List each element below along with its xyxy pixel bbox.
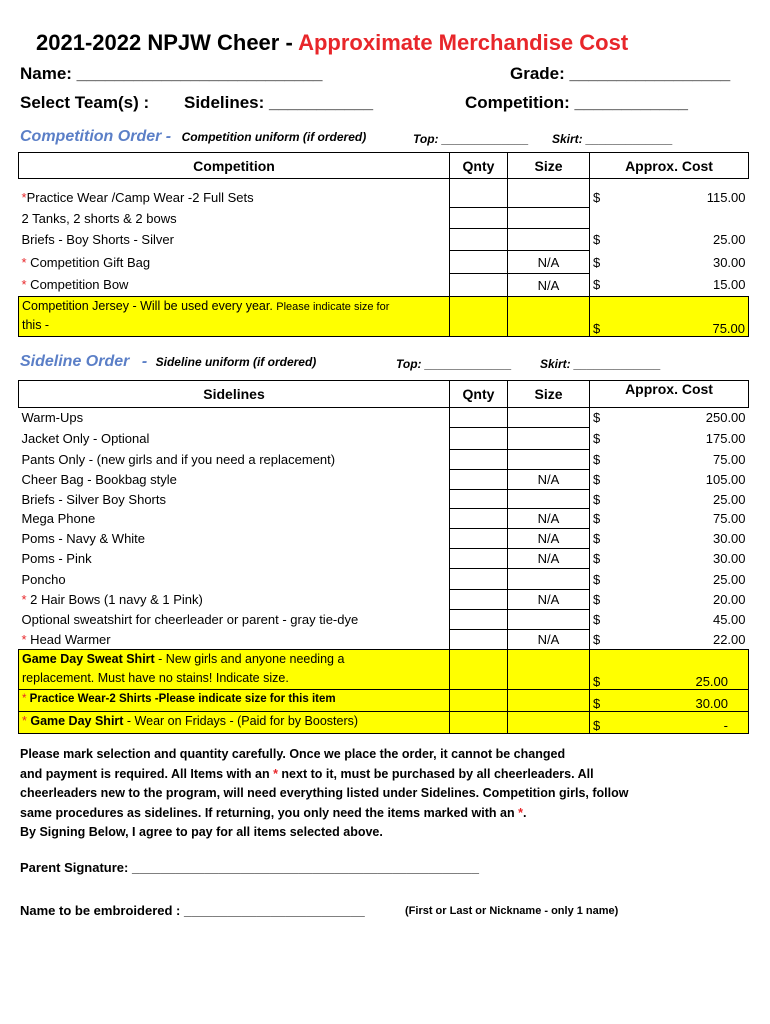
size-cell[interactable]: N/A bbox=[508, 529, 590, 549]
embroider-note: (First or Last or Nickname - only 1 name) bbox=[405, 905, 619, 917]
name-field[interactable]: Name: __________________________ bbox=[20, 64, 323, 83]
dollar-sign: $ bbox=[593, 277, 601, 293]
item-cell: Warm-Ups bbox=[19, 408, 450, 428]
cost-cell: 175.00 bbox=[705, 431, 746, 446]
competition-uniform-note: Competition uniform (if ordered) bbox=[181, 130, 367, 144]
cost-cell: 75.00 bbox=[617, 297, 749, 337]
dollar-sign: $ bbox=[593, 612, 601, 627]
dollar-sign: $ bbox=[593, 511, 601, 526]
size-cell[interactable] bbox=[508, 569, 590, 590]
cost-cell: 30.00 bbox=[712, 254, 746, 270]
col-size: Size bbox=[508, 153, 590, 179]
dollar-sign: $ bbox=[593, 571, 601, 587]
cost-cell: 30.00 bbox=[712, 531, 746, 546]
item-cell: Game Day Sweat Shirt - New girls and anyone needing a replacement. Must have no stains! Indicate size. bbox=[19, 650, 450, 690]
item-cell: Poncho bbox=[21, 571, 66, 587]
table-row bbox=[19, 208, 749, 229]
size-cell[interactable] bbox=[508, 428, 590, 450]
sidelines-field[interactable]: Sidelines: ___________ bbox=[184, 93, 374, 112]
size-cell[interactable] bbox=[508, 690, 590, 712]
table-row bbox=[19, 187, 749, 208]
sideline-header-row bbox=[19, 381, 749, 408]
instructions-line-4: same procedures as sidelines. If returning, you only need the items marked with an *. bbox=[20, 805, 527, 820]
table-row bbox=[19, 408, 749, 428]
size-cell[interactable]: N/A bbox=[508, 549, 590, 569]
highlighted-row bbox=[19, 690, 749, 712]
qnty-cell[interactable] bbox=[450, 297, 508, 337]
competition-order-heading bbox=[20, 128, 366, 146]
competition-order-title: Competition Order - bbox=[20, 128, 172, 145]
item-cell: * Head Warmer bbox=[21, 631, 111, 647]
qnty-cell[interactable] bbox=[450, 590, 508, 610]
qnty-cell[interactable] bbox=[450, 690, 508, 712]
cost-cell: 15.00 bbox=[712, 277, 746, 293]
table-row bbox=[19, 529, 749, 549]
cost-cell: 30.00 bbox=[617, 690, 749, 712]
col-qnty: Qnty bbox=[450, 153, 508, 179]
sideline-uniform-note: Sideline uniform (if ordered) bbox=[155, 355, 317, 369]
qnty-cell[interactable] bbox=[450, 490, 508, 509]
competition-top-field[interactable]: Top: _____________ bbox=[413, 132, 529, 146]
cost-cell: 20.00 bbox=[712, 592, 746, 607]
qnty-cell[interactable] bbox=[450, 712, 508, 734]
cost-cell: 75.00 bbox=[712, 511, 746, 526]
cost-cell: 25.00 bbox=[712, 571, 746, 587]
size-cell[interactable]: N/A bbox=[508, 251, 590, 274]
table-row bbox=[19, 470, 749, 490]
competition-header-row bbox=[19, 153, 749, 179]
col-qnty: Qnty bbox=[450, 381, 508, 408]
select-team-label: Select Team(s) : bbox=[20, 93, 150, 112]
cost-cell: 105.00 bbox=[705, 472, 746, 487]
item-cell: Poms - Navy & White bbox=[21, 531, 146, 546]
item-cell: Briefs - Boy Shorts - Silver bbox=[21, 232, 174, 247]
dollar-sign: $ bbox=[593, 254, 601, 270]
item-cell: * 2 Hair Bows (1 navy & 1 Pink) bbox=[21, 592, 203, 607]
size-cell[interactable] bbox=[508, 610, 590, 630]
size-cell[interactable] bbox=[508, 712, 590, 734]
sideline-table bbox=[18, 380, 749, 734]
item-cell: Briefs - Silver Boy Shorts bbox=[21, 491, 166, 507]
qnty-cell[interactable] bbox=[450, 229, 508, 251]
cost-cell: 25.00 bbox=[617, 650, 749, 690]
col-size: Size bbox=[508, 381, 590, 408]
size-cell[interactable]: N/A bbox=[508, 470, 590, 490]
size-cell[interactable]: N/A bbox=[508, 509, 590, 529]
table-row bbox=[19, 274, 749, 297]
size-cell[interactable] bbox=[508, 450, 590, 470]
item-cell: 2 Tanks, 2 shorts & 2 bows bbox=[21, 210, 177, 226]
col-cost: Approx. Cost bbox=[590, 153, 749, 179]
size-cell[interactable] bbox=[508, 650, 590, 690]
competition-table bbox=[18, 152, 749, 337]
instructions-line-1: Please mark selection and quantity carefully. Once we place the order, it cannot be changed bbox=[20, 747, 566, 761]
dollar-sign: $ bbox=[593, 472, 601, 487]
table-row bbox=[19, 490, 749, 509]
table-row bbox=[19, 509, 749, 529]
item-cell: * Competition Gift Bag bbox=[21, 254, 151, 270]
qnty-cell[interactable] bbox=[450, 428, 508, 450]
item-cell: * Game Day Shirt - Wear on Fridays - (Paid for by Boosters) bbox=[19, 712, 450, 734]
title-black: 2021-2022 NPJW Cheer - bbox=[36, 30, 299, 55]
size-cell[interactable]: N/A bbox=[508, 590, 590, 610]
cost-cell: - bbox=[617, 712, 749, 734]
qnty-cell[interactable] bbox=[450, 549, 508, 569]
qnty-cell[interactable] bbox=[450, 509, 508, 529]
instructions-line-3: cheerleaders new to the program, will need everything listed under Sidelines. Competition girls, follow bbox=[20, 786, 629, 800]
dollar-sign: $ bbox=[590, 690, 617, 712]
size-cell[interactable] bbox=[508, 490, 590, 509]
item-cell: Poms - Pink bbox=[21, 551, 92, 566]
table-row bbox=[19, 590, 749, 610]
cost-cell: 25.00 bbox=[712, 491, 746, 507]
qnty-cell[interactable] bbox=[450, 610, 508, 630]
dollar-sign: $ bbox=[593, 531, 601, 546]
table-row bbox=[19, 630, 749, 650]
size-cell[interactable]: N/A bbox=[508, 630, 590, 650]
table-row bbox=[19, 428, 749, 450]
cost-cell: 115.00 bbox=[706, 189, 746, 205]
parent-signature-field[interactable]: Parent Signature: ________________________________________________ bbox=[20, 860, 480, 875]
dollar-sign: $ bbox=[593, 431, 601, 446]
dollar-sign: $ bbox=[593, 189, 601, 205]
cost-cell: 22.00 bbox=[712, 631, 746, 647]
instructions bbox=[20, 745, 740, 843]
competition-skirt-field[interactable]: Skirt: _____________ bbox=[552, 132, 673, 146]
table-row bbox=[19, 251, 749, 274]
dollar-sign: $ bbox=[590, 712, 617, 734]
title-red: Approximate Merchandise Cost bbox=[298, 30, 629, 55]
item-cell: Jacket Only - Optional bbox=[21, 431, 150, 446]
dollar-sign: $ bbox=[593, 491, 601, 507]
cost-cell: 75.00 bbox=[712, 452, 746, 467]
dollar-sign: $ bbox=[590, 650, 617, 690]
dollar-sign: $ bbox=[593, 631, 601, 647]
cost-cell: 45.00 bbox=[712, 612, 746, 627]
size-cell[interactable]: N/A bbox=[508, 274, 590, 297]
dollar-sign: $ bbox=[593, 452, 601, 467]
qnty-cell[interactable] bbox=[450, 208, 508, 229]
qnty-cell[interactable] bbox=[450, 529, 508, 549]
highlighted-row bbox=[19, 712, 749, 734]
qnty-cell[interactable] bbox=[450, 450, 508, 470]
col-cost: Approx. Cost bbox=[590, 381, 749, 408]
instructions-line-2: and payment is required. All Items with an * next to it, must be purchased by all cheerleaders. All bbox=[20, 766, 594, 781]
jersey-row bbox=[19, 297, 749, 337]
qnty-cell[interactable] bbox=[450, 274, 508, 297]
qnty-cell[interactable] bbox=[450, 569, 508, 590]
size-cell[interactable] bbox=[508, 208, 590, 229]
instructions-line-5: By Signing Below, I agree to pay for all items selected above. bbox=[20, 825, 383, 839]
size-cell[interactable] bbox=[508, 187, 590, 208]
size-cell[interactable] bbox=[508, 229, 590, 251]
item-cell: Optional sweatshirt for cheerleader or parent - gray tie-dye bbox=[21, 612, 359, 627]
qnty-cell[interactable] bbox=[450, 251, 508, 274]
col-sidelines: Sidelines bbox=[19, 381, 450, 408]
cost-cell: 25.00 bbox=[712, 232, 746, 247]
qnty-cell[interactable] bbox=[450, 650, 508, 690]
item-cell: *Practice Wear /Camp Wear -2 Full Sets bbox=[21, 189, 254, 205]
table-row bbox=[19, 450, 749, 470]
table-row bbox=[19, 610, 749, 630]
item-cell: Mega Phone bbox=[21, 511, 96, 526]
qnty-cell[interactable] bbox=[450, 187, 508, 208]
sideline-order-heading bbox=[20, 353, 316, 371]
sideline-top-field[interactable]: Top: _____________ bbox=[396, 357, 512, 371]
item-cell: Cheer Bag - Bookbag style bbox=[21, 472, 177, 487]
sideline-order-title: Sideline Order bbox=[20, 353, 130, 370]
qnty-cell[interactable] bbox=[450, 630, 508, 650]
dollar-sign: $ bbox=[590, 297, 617, 337]
table-row bbox=[19, 229, 749, 251]
sideline-dash: - bbox=[141, 353, 148, 370]
highlighted-row bbox=[19, 650, 749, 690]
col-competition: Competition bbox=[19, 153, 450, 179]
dollar-sign: $ bbox=[593, 592, 601, 607]
dollar-sign: $ bbox=[590, 408, 617, 428]
size-cell[interactable] bbox=[508, 408, 590, 428]
dollar-sign: $ bbox=[593, 551, 601, 566]
sideline-skirt-field[interactable]: Skirt: _____________ bbox=[540, 357, 661, 371]
competition-field[interactable]: Competition: ____________ bbox=[465, 93, 688, 112]
grade-field[interactable]: Grade: _________________ bbox=[510, 64, 731, 83]
item-cell: Pants Only - (new girls and if you need a replacement) bbox=[21, 452, 336, 467]
dollar-sign: $ bbox=[593, 232, 601, 247]
cost-cell: 30.00 bbox=[712, 551, 746, 566]
cost-cell: 250.00 bbox=[617, 408, 749, 428]
embroider-name-field[interactable]: Name to be embroidered : _________________________ bbox=[20, 903, 365, 918]
qnty-cell[interactable] bbox=[450, 408, 508, 428]
table-row bbox=[19, 549, 749, 569]
size-cell[interactable] bbox=[508, 297, 590, 337]
qnty-cell[interactable] bbox=[450, 470, 508, 490]
table-row bbox=[19, 569, 749, 590]
item-cell: * Practice Wear-2 Shirts -Please indicate size for this item bbox=[19, 690, 450, 712]
item-cell: * Competition Bow bbox=[21, 277, 129, 293]
page-title bbox=[36, 30, 628, 56]
jersey-item-cell: Competition Jersey - Will be used every year. Please indicate size for this - bbox=[19, 297, 450, 337]
